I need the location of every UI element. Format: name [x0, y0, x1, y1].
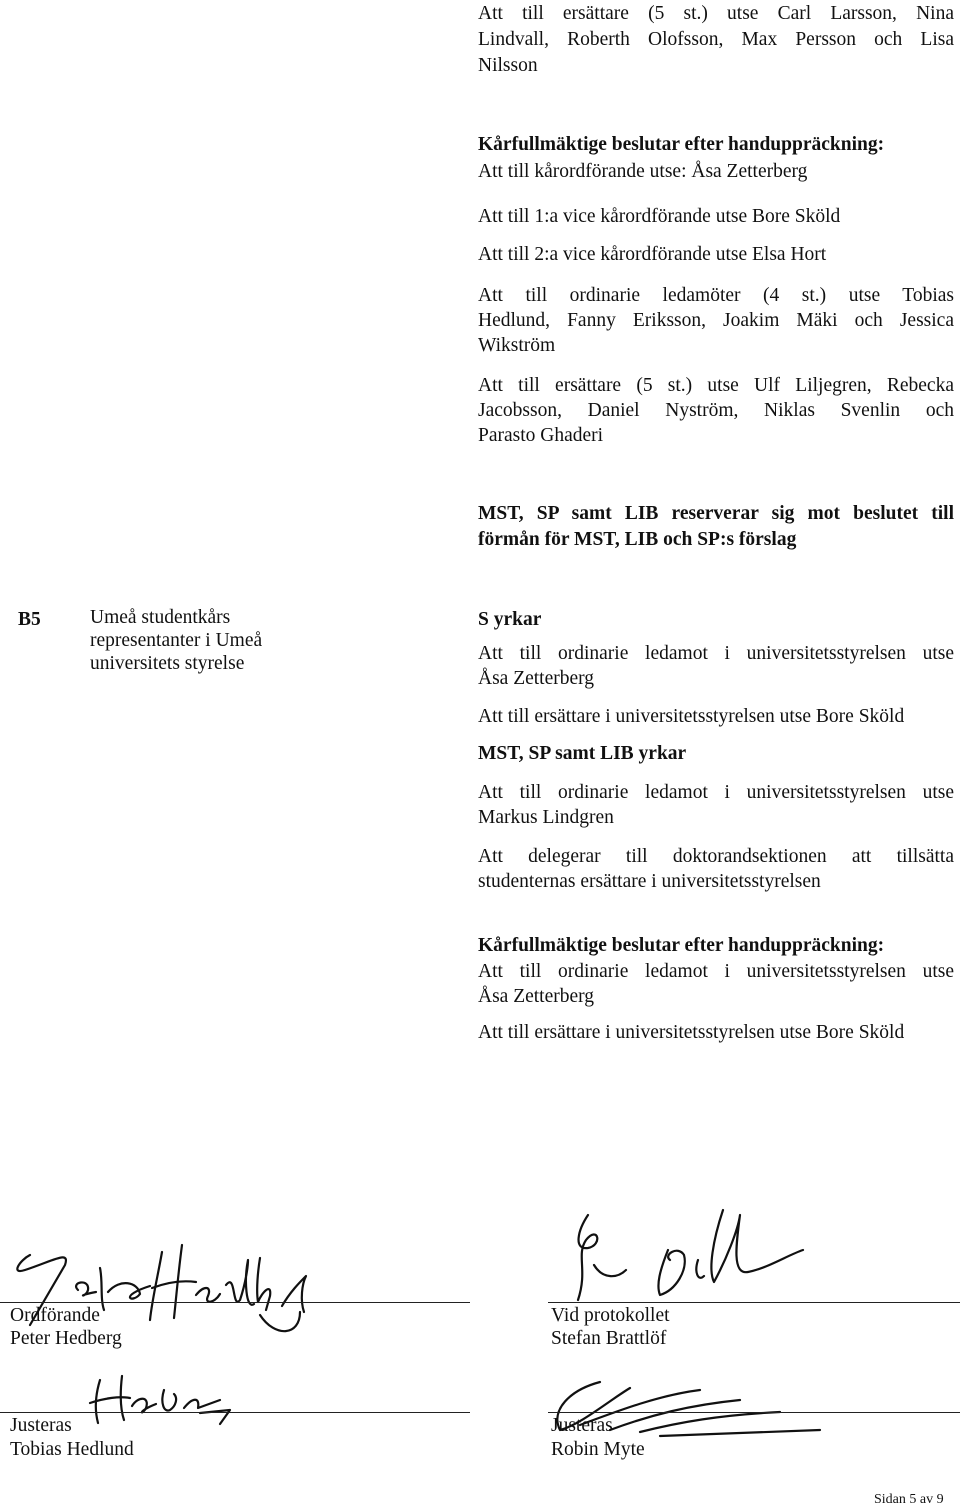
text-line: Att till ersättare (5 st.) utse Ulf Liljegren, Rebecka — [478, 375, 954, 396]
s-yrkar-heading: S yrkar — [478, 609, 542, 630]
text-line: Att till ordinarie ledamot i universitetsstyrelsen utse — [478, 961, 954, 982]
mst-yrkar-heading: MST, SP samt LIB yrkar — [478, 743, 687, 764]
text-line: Att till ordinarie ledamot i universitetsstyrelsen utse — [478, 643, 954, 664]
text-line: Nilsson — [478, 55, 538, 76]
reservation-line: förmån för MST, LIB och SP:s förslag — [478, 529, 797, 550]
item-title-line: universitets styrelse — [90, 653, 245, 674]
text-line: Lindvall, Roberth Olofsson, Max Persson och Lisa — [478, 29, 954, 50]
text-line: Wikström — [478, 335, 556, 356]
text-line: Att till 2:a vice kårordförande utse Elsa Hort — [478, 244, 827, 265]
chair-name: Peter Hedberg — [10, 1328, 122, 1349]
decision-heading: Kårfullmäktige beslutar efter handuppräckning: — [478, 134, 885, 155]
text-line: Åsa Zetterberg — [478, 668, 595, 689]
text-line: Att till ersättare i universitetsstyrelsen utse Bore Sköld — [478, 1022, 905, 1043]
text-line: Att till ordinarie ledamöter (4 st.) utse Tobias — [478, 285, 954, 306]
chair-signature-line — [0, 1302, 470, 1303]
text-line: Markus Lindgren — [478, 807, 614, 828]
adjuster1-signature-line — [0, 1412, 470, 1413]
item-title-line: representanter i Umeå — [90, 630, 263, 651]
text-line: Att till ersättare (5 st.) utse Carl Larsson, Nina — [478, 3, 954, 24]
text-line: Parasto Ghaderi — [478, 425, 604, 446]
adjuster2-signature-line — [548, 1412, 960, 1413]
secretary-signature-line — [548, 1302, 960, 1303]
text-line: Åsa Zetterberg — [478, 986, 595, 1007]
text-line: studenternas ersättare i universitetsstyrelsen — [478, 871, 821, 892]
adjuster1-signature — [80, 1368, 250, 1428]
chair-role: Ordförande — [10, 1305, 100, 1326]
secretary-name: Stefan Brattlöf — [551, 1328, 667, 1349]
text-line: Att till kårordförande utse: Åsa Zetterberg — [478, 161, 808, 182]
secretary-signature — [548, 1200, 868, 1310]
adjuster2-role: Justeras — [551, 1415, 613, 1436]
text-line: Att till 1:a vice kårordförande utse Bore Sköld — [478, 206, 841, 227]
adjuster1-name: Tobias Hedlund — [10, 1439, 134, 1460]
page-number: Sidan 5 av 9 — [874, 1492, 944, 1507]
text-line: Hedlund, Fanny Eriksson, Joakim Mäki och Jessica — [478, 310, 954, 331]
adjuster2-name: Robin Myte — [551, 1439, 645, 1460]
text-line: Att till ersättare i universitetsstyrelsen utse Bore Sköld — [478, 706, 905, 727]
decision-heading: Kårfullmäktige beslutar efter handuppräckning: — [478, 935, 885, 956]
secretary-role: Vid protokollet — [551, 1305, 670, 1326]
reservation-line: MST, SP samt LIB reserverar sig mot beslutet till — [478, 503, 954, 524]
adjuster1-role: Justeras — [10, 1415, 72, 1436]
text-line: Jacobsson, Daniel Nyström, Niklas Svenlin och — [478, 400, 954, 421]
item-number: B5 — [18, 609, 41, 630]
item-title-line: Umeå studentkårs — [90, 607, 231, 628]
text-line: Att delegerar till doktorandsektionen att tillsätta — [478, 846, 954, 867]
text-line: Att till ordinarie ledamot i universitetsstyrelsen utse — [478, 782, 954, 803]
